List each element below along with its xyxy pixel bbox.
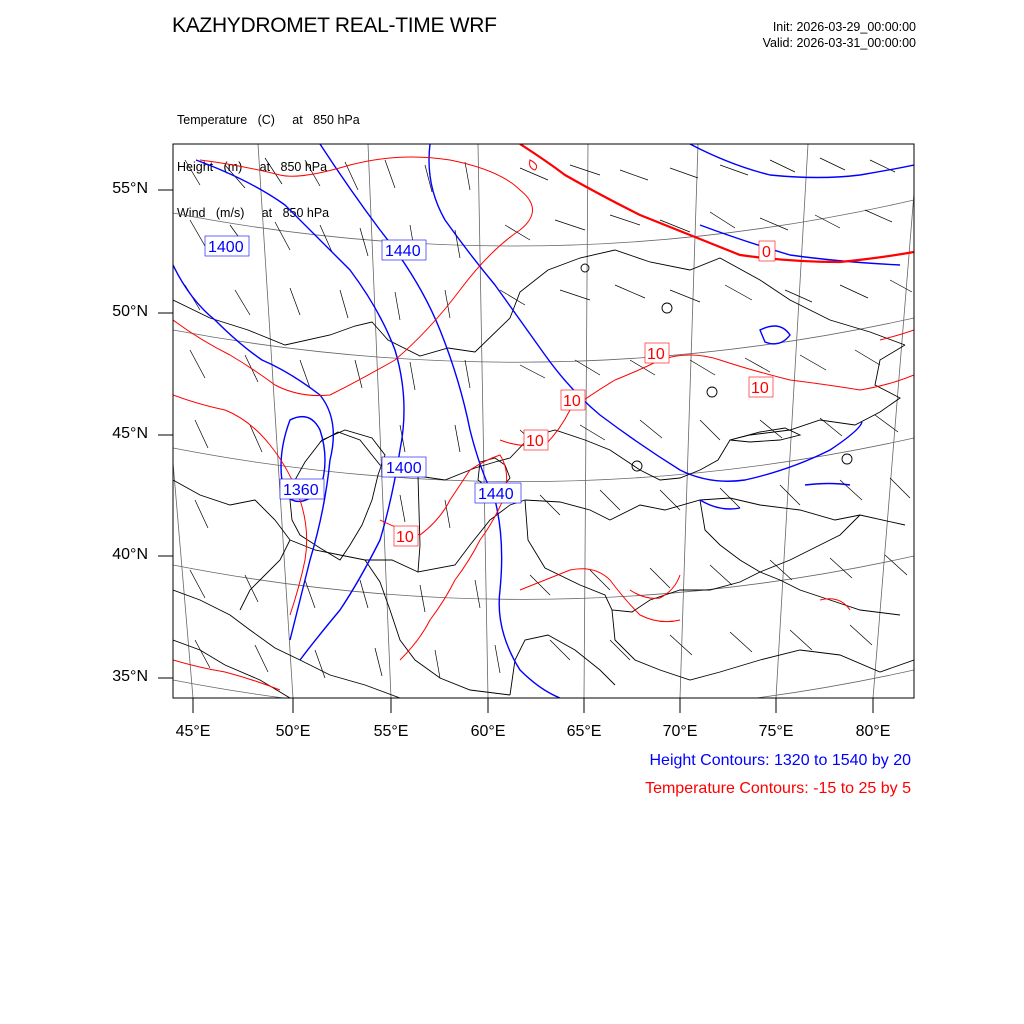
lon-label-70: 70°E	[662, 723, 698, 740]
init-time: Init: 2026-03-29_00:00:00	[772, 20, 916, 34]
axis-ticks	[158, 190, 873, 713]
lon-label-55: 55°E	[373, 723, 409, 740]
temperature-contours	[173, 144, 914, 690]
height-legend: Height Contours: 1320 to 1540 by 20	[649, 752, 911, 769]
lon-label-45: 45°E	[175, 723, 211, 740]
temperature-legend: Temperature Contours: -15 to 25 by 5	[645, 780, 911, 797]
lat-label-35: 35°N	[112, 668, 148, 685]
temp-label-2: 10	[751, 380, 769, 397]
temp-label-1: 10	[647, 346, 665, 363]
temp-label-0: 0	[762, 244, 771, 261]
temperature-contour-labels	[394, 241, 775, 546]
map-title: KAZHYDROMET REAL-TIME WRF	[172, 14, 497, 37]
lat-label-50: 50°N	[112, 303, 148, 320]
lon-label-75: 75°E	[758, 723, 794, 740]
height-label-1: 1400	[208, 239, 244, 256]
parallel-lines	[173, 200, 914, 714]
lon-label-50: 50°E	[275, 723, 311, 740]
valid-time: Valid: 2026-03-31_00:00:00	[762, 36, 916, 50]
meridian-lines	[146, 144, 918, 698]
variable-height: Height (m) at 850 hPa	[177, 159, 328, 174]
variable-wind: Wind (m/s) at 850 hPa	[177, 206, 330, 220]
lat-label-45: 45°N	[112, 425, 148, 442]
lon-label-65: 65°E	[566, 723, 602, 740]
lat-label-55: 55°N	[112, 180, 148, 197]
lon-label-80: 80°E	[855, 723, 891, 740]
temp-label-4: 10	[526, 433, 544, 450]
variable-temperature: Temperature (C) at 850 hPa	[177, 113, 360, 127]
lat-label-40: 40°N	[112, 546, 148, 563]
country-borders	[173, 250, 914, 698]
temp-label-5: 10	[396, 529, 414, 546]
lon-label-60: 60°E	[470, 723, 506, 740]
height-label-3: 1400	[386, 460, 422, 477]
height-label-4: 1360	[283, 482, 319, 499]
temp-label-3: 10	[563, 393, 581, 410]
height-label-5: 1440	[478, 486, 514, 503]
height-label-2: 1440	[385, 243, 421, 260]
